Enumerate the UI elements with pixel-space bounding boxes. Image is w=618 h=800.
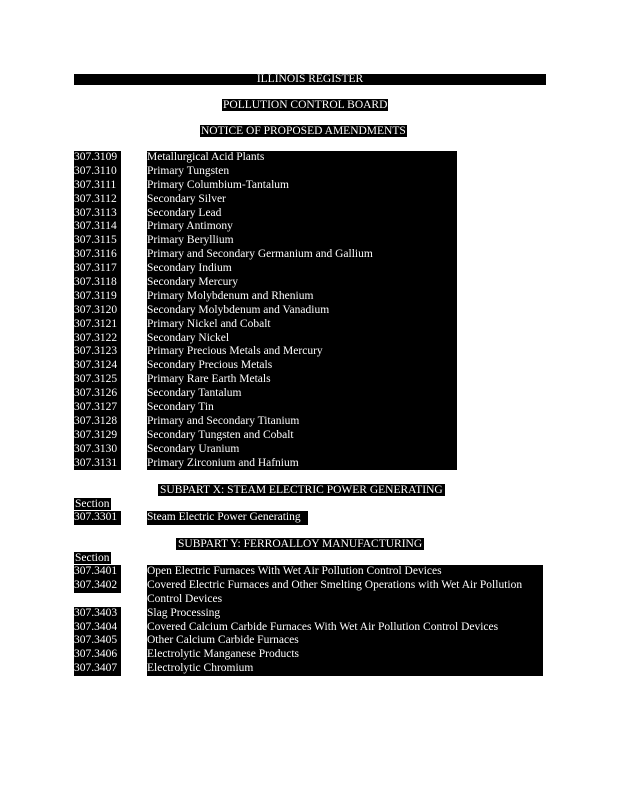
subpart-y-section-label: Section	[75, 552, 110, 564]
register-title: ILLINOIS REGISTER	[256, 73, 364, 85]
section-number: 307.3109	[74, 151, 121, 165]
section-title: Primary and Secondary Germanium and Gallium	[147, 248, 457, 262]
section-number: 307.3120	[74, 304, 121, 318]
section-title: Primary Nickel and Cobalt	[147, 318, 457, 332]
section-number: 307.3406	[74, 648, 121, 662]
section-title: Secondary Indium	[147, 262, 457, 276]
section-number: 307.3401	[74, 565, 121, 579]
section-number: 307.3125	[74, 373, 121, 387]
section-title: Electrolytic Chromium	[147, 662, 543, 676]
section-number: 307.3131	[74, 457, 121, 471]
section-title: Secondary Tantalum	[147, 387, 457, 401]
section-number: 307.3124	[74, 359, 121, 373]
section-number: 307.3402	[74, 579, 121, 593]
section-number: 307.3127	[74, 401, 121, 415]
register-header-bar	[74, 74, 546, 85]
subpart-x-section-label: Section	[75, 498, 110, 510]
section-number: 307.3119	[74, 290, 121, 304]
section-title: Secondary Mercury	[147, 276, 457, 290]
section-title: Secondary Tungsten and Cobalt	[147, 429, 457, 443]
section-title: Steam Electric Power Generating	[147, 511, 308, 525]
section-number: 307.3128	[74, 415, 121, 429]
section-title: Primary Precious Metals and Mercury	[147, 345, 457, 359]
section-number: 307.3118	[74, 276, 121, 290]
section-number: 307.3301	[74, 511, 121, 525]
section-title: Secondary Uranium	[147, 443, 457, 457]
section-title: Secondary Nickel	[147, 332, 457, 346]
subpart-x-heading: SUBPART X: STEAM ELECTRIC POWER GENERATING	[160, 484, 443, 496]
section-number: 307.3123	[74, 345, 121, 359]
board-title: POLLUTION CONTROL BOARD	[223, 99, 388, 111]
section-number: 307.3403	[74, 607, 121, 621]
section-title: Primary Columbium-Tantalum	[147, 179, 457, 193]
section-number: 307.3129	[74, 429, 121, 443]
section-number: 307.3130	[74, 443, 121, 457]
section-title: Secondary Silver	[147, 193, 457, 207]
section-number: 307.3122	[74, 332, 121, 346]
section-number: 307.3121	[74, 318, 121, 332]
section-number: 307.3404	[74, 621, 121, 635]
section-title: Primary Antimony	[147, 220, 457, 234]
section-title: Primary Zirconium and Hafnium	[147, 457, 457, 471]
section-title: Secondary Lead	[147, 207, 457, 221]
section-number: 307.3116	[74, 248, 121, 262]
section-number: 307.3113	[74, 207, 121, 221]
section-number: 307.3110	[74, 165, 121, 179]
section-title: Other Calcium Carbide Furnaces	[147, 634, 543, 648]
section-title: Covered Electric Furnaces and Other Smelting Operations with Wet Air Pollution Control Devices	[147, 579, 543, 607]
section-title: Primary Rare Earth Metals	[147, 373, 457, 387]
section-number: 307.3111	[74, 179, 121, 193]
section-title: Electrolytic Manganese Products	[147, 648, 543, 662]
section-number: 307.3114	[74, 220, 121, 234]
section-title: Primary Beryllium	[147, 234, 457, 248]
section-number: 307.3117	[74, 262, 121, 276]
section-title: Slag Processing	[147, 607, 543, 621]
section-title: Open Electric Furnaces With Wet Air Pollution Control Devices	[147, 565, 543, 579]
section-title: Primary Tungsten	[147, 165, 457, 179]
section-number: 307.3112	[74, 193, 121, 207]
section-title: Metallurgical Acid Plants	[147, 151, 457, 165]
section-title: Secondary Precious Metals	[147, 359, 457, 373]
section-number: 307.3407	[74, 662, 121, 676]
section-number: 307.3405	[74, 634, 121, 648]
section-number: 307.3115	[74, 234, 121, 248]
subpart-y-heading: SUBPART Y: FERROALLOY MANUFACTURING	[178, 538, 423, 550]
section-title: Covered Calcium Carbide Furnaces With Wet Air Pollution Control Devices	[147, 621, 543, 635]
section-title: Secondary Tin	[147, 401, 457, 415]
notice-title: NOTICE OF PROPOSED AMENDMENTS	[201, 125, 406, 137]
section-title: Secondary Molybdenum and Vanadium	[147, 304, 457, 318]
section-number: 307.3126	[74, 387, 121, 401]
section-title: Primary Molybdenum and Rhenium	[147, 290, 457, 304]
section-title: Primary and Secondary Titanium	[147, 415, 457, 429]
